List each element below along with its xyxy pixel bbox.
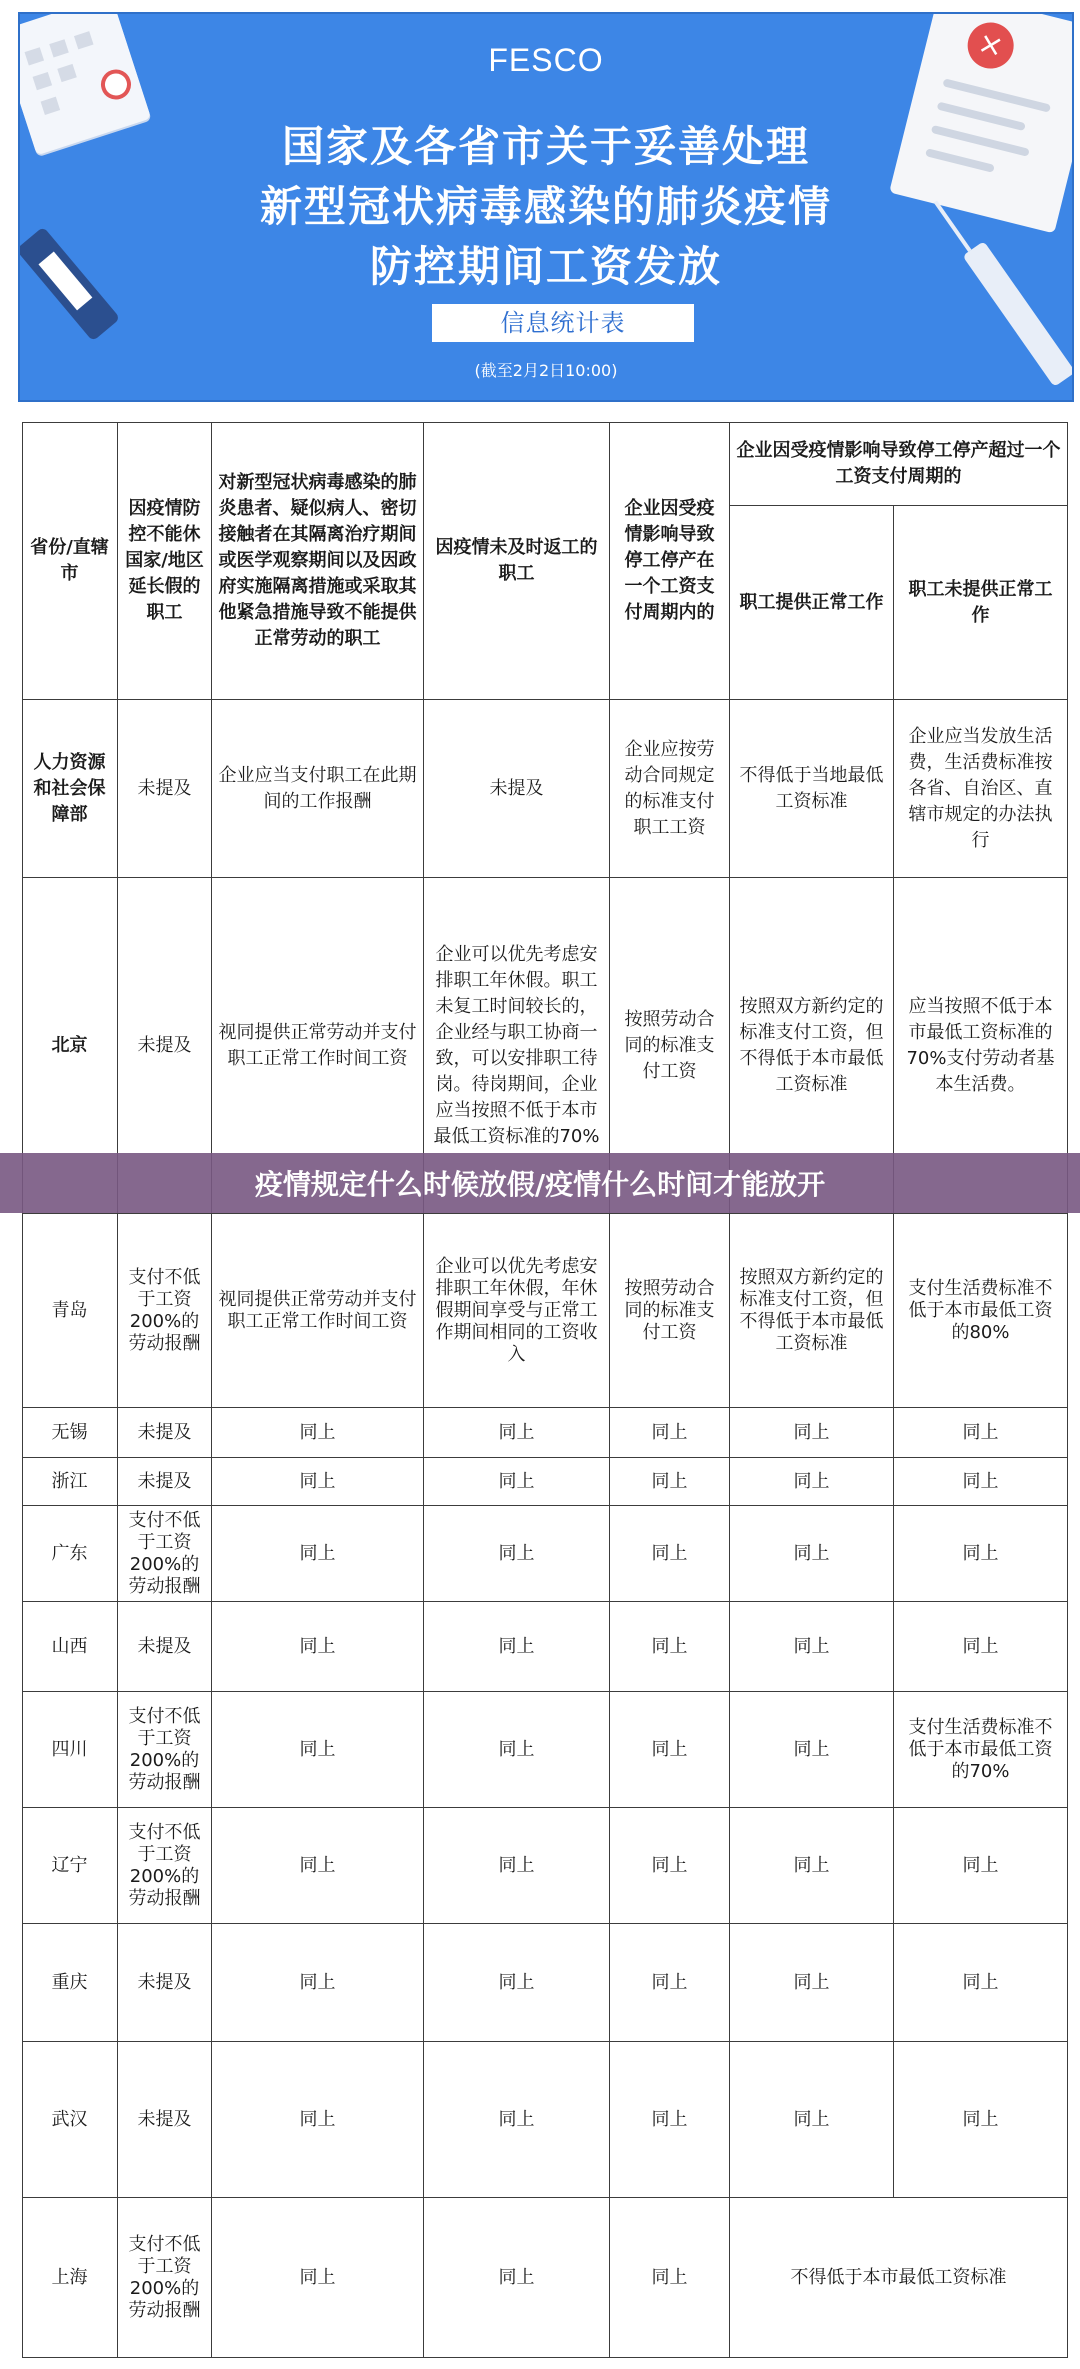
header-not-returned: 因疫情未及时返工的职工: [424, 422, 610, 700]
row-quarantine: 企业应当支付职工在此期间的工作报酬: [212, 700, 424, 878]
row-leave: 支付不低于工资200%的劳动报酬: [118, 1808, 212, 1924]
row-not-returned: 同上: [424, 1692, 610, 1808]
row-quarantine: 同上: [212, 1506, 424, 1602]
row-worker-not-provided: 同上: [894, 1408, 1068, 1458]
row-leave: 支付不低于工资200%的劳动报酬: [118, 1506, 212, 1602]
banner-title-line-3: 防控期间工资发放: [369, 242, 722, 291]
row-shutdown-within: 同上: [610, 1458, 730, 1506]
row-quarantine: 视同提供正常劳动并支付职工正常工作时间工资: [212, 1214, 424, 1408]
row-province: 广东: [22, 1506, 118, 1602]
row-worker-not-provided: 同上: [894, 1602, 1068, 1692]
row-province: 四川: [22, 1692, 118, 1808]
header-worker-provided: 职工提供正常工作: [730, 506, 894, 700]
row-worker-provided: 按照双方新约定的标准支付工资，但不得低于本市最低工资标准: [730, 878, 894, 1214]
row-not-returned: 同上: [424, 2198, 610, 2358]
row-quarantine: 同上: [212, 2042, 424, 2198]
row-not-returned: 同上: [424, 1602, 610, 1692]
row-not-returned: 企业可以优先考虑安排职工年休假。职工未复工时间较长的，企业经与职工协商一致，可以安排职工待岗。待岗期间，企业应当按照不低于本市最低工资标准的70%: [424, 878, 610, 1214]
banner-date-note: (截至2月2日10:00): [474, 361, 618, 380]
banner-subtitle: 信息统计表: [432, 304, 694, 342]
row-worker-provided: 按照双方新约定的标准支付工资，但不得低于本市最低工资标准: [730, 1214, 894, 1408]
row-worker-not-provided: 同上: [894, 1458, 1068, 1506]
row-quarantine: 同上: [212, 1808, 424, 1924]
row-not-returned: 未提及: [424, 700, 610, 878]
overlay-caption: 疫情规定什么时候放假/疫情什么时间才能放开: [0, 1153, 1080, 1213]
row-leave: 支付不低于工资200%的劳动报酬: [118, 1214, 212, 1408]
row-worker-provided: 不得低于当地最低工资标准: [730, 700, 894, 878]
header-shutdown-within: 企业因受疫情影响导致停工停产在一个工资支付周期内的: [610, 422, 730, 700]
row-not-returned: 同上: [424, 1924, 610, 2042]
row-quarantine: 同上: [212, 1408, 424, 1458]
row-province: 浙江: [22, 1458, 118, 1506]
row-shutdown-within: 同上: [610, 1692, 730, 1808]
row-quarantine: 同上: [212, 1924, 424, 2042]
close-icon: ×: [963, 18, 1019, 74]
row-province: 青岛: [22, 1214, 118, 1408]
row-province: 人力资源和社会保障部: [22, 700, 118, 878]
row-leave: 未提及: [118, 1458, 212, 1506]
row-shutdown-within: 企业应按劳动合同规定的标准支付职工工资: [610, 700, 730, 878]
row-leave: 未提及: [118, 1924, 212, 2042]
row-not-returned: 同上: [424, 1408, 610, 1458]
row-worker-provided: 同上: [730, 1808, 894, 1924]
row-not-returned: 同上: [424, 1808, 610, 1924]
row-leave: 支付不低于工资200%的劳动报酬: [118, 2198, 212, 2358]
row-shutdown-within: 同上: [610, 1924, 730, 2042]
row-worker-not-provided: 同上: [894, 1506, 1068, 1602]
header-province: 省份/直辖市: [22, 422, 118, 700]
row-leave: 未提及: [118, 2042, 212, 2198]
row-not-returned: 同上: [424, 2042, 610, 2198]
row-worker-not-provided: 同上: [894, 2042, 1068, 2198]
header-quarantine: 对新型冠状病毒感染的肺炎患者、疑似病人、密切接触者在其隔离治疗期间或医学观察期间以及因政府实施隔离措施或采取其他紧急措施导致不能提供正常劳动的职工: [212, 422, 424, 700]
row-shutdown-over-merged: 不得低于本市最低工资标准: [730, 2198, 1068, 2358]
row-worker-provided: 同上: [730, 1458, 894, 1506]
row-worker-not-provided: 企业应当发放生活费，生活费标准按各省、自治区、直辖市规定的办法执行: [894, 700, 1068, 878]
row-leave: 未提及: [118, 700, 212, 878]
row-worker-not-provided: 应当按照不低于本市最低工资标准的70%支付劳动者基本生活费。: [894, 878, 1068, 1214]
row-shutdown-within: 同上: [610, 1808, 730, 1924]
row-not-returned: 同上: [424, 1458, 610, 1506]
row-worker-provided: 同上: [730, 1408, 894, 1458]
row-worker-provided: 同上: [730, 1692, 894, 1808]
row-shutdown-within: 按照劳动合同的标准支付工资: [610, 1214, 730, 1408]
row-not-returned: 同上: [424, 1506, 610, 1602]
row-worker-provided: 同上: [730, 2042, 894, 2198]
row-leave: 支付不低于工资200%的劳动报酬: [118, 1692, 212, 1808]
banner-title-line-1: 国家及各省市关于妥善处理: [281, 122, 810, 171]
wage-policy-table: [22, 422, 1068, 2358]
brand-logo: FESCO: [488, 42, 604, 78]
header-shutdown-over: 企业因受疫情影响导致停工停产超过一个工资支付周期的: [730, 422, 1068, 506]
banner-title-line-2: 新型冠状病毒感染的肺炎疫情: [259, 182, 832, 231]
row-worker-not-provided: 支付生活费标准不低于本市最低工资的80%: [894, 1214, 1068, 1408]
row-province: 武汉: [22, 2042, 118, 2198]
row-province: 重庆: [22, 1924, 118, 2042]
row-quarantine: 同上: [212, 1458, 424, 1506]
row-leave: 未提及: [118, 1602, 212, 1692]
row-shutdown-within: 同上: [610, 2198, 730, 2358]
row-province: 无锡: [22, 1408, 118, 1458]
header-banner: [18, 12, 1074, 402]
row-worker-not-provided: 同上: [894, 1924, 1068, 2042]
header-worker-not-provided: 职工未提供正常工作: [894, 506, 1068, 700]
header-leave: 因疫情防控不能休国家/地区延长假的职工: [118, 422, 212, 700]
row-shutdown-within: 同上: [610, 2042, 730, 2198]
row-shutdown-within: 同上: [610, 1408, 730, 1458]
row-province: 山西: [22, 1602, 118, 1692]
row-leave: 未提及: [118, 878, 212, 1214]
row-province: 辽宁: [22, 1808, 118, 1924]
row-worker-provided: 同上: [730, 1506, 894, 1602]
row-leave: 未提及: [118, 1408, 212, 1458]
row-worker-not-provided: 支付生活费标准不低于本市最低工资的70%: [894, 1692, 1068, 1808]
row-shutdown-within: 同上: [610, 1506, 730, 1602]
row-province: 北京: [22, 878, 118, 1214]
row-worker-provided: 同上: [730, 1602, 894, 1692]
row-province: 上海: [22, 2198, 118, 2358]
row-worker-provided: 同上: [730, 1924, 894, 2042]
row-quarantine: 视同提供正常劳动并支付职工正常工作时间工资: [212, 878, 424, 1214]
row-worker-not-provided: 同上: [894, 1808, 1068, 1924]
row-quarantine: 同上: [212, 1602, 424, 1692]
row-quarantine: 同上: [212, 1692, 424, 1808]
row-not-returned: 企业可以优先考虑安排职工年休假，年休假期间享受与正常工作期间相同的工资收入: [424, 1214, 610, 1408]
row-shutdown-within: 按照劳动合同的标准支付工资: [610, 878, 730, 1214]
row-shutdown-within: 同上: [610, 1602, 730, 1692]
row-quarantine: 同上: [212, 2198, 424, 2358]
